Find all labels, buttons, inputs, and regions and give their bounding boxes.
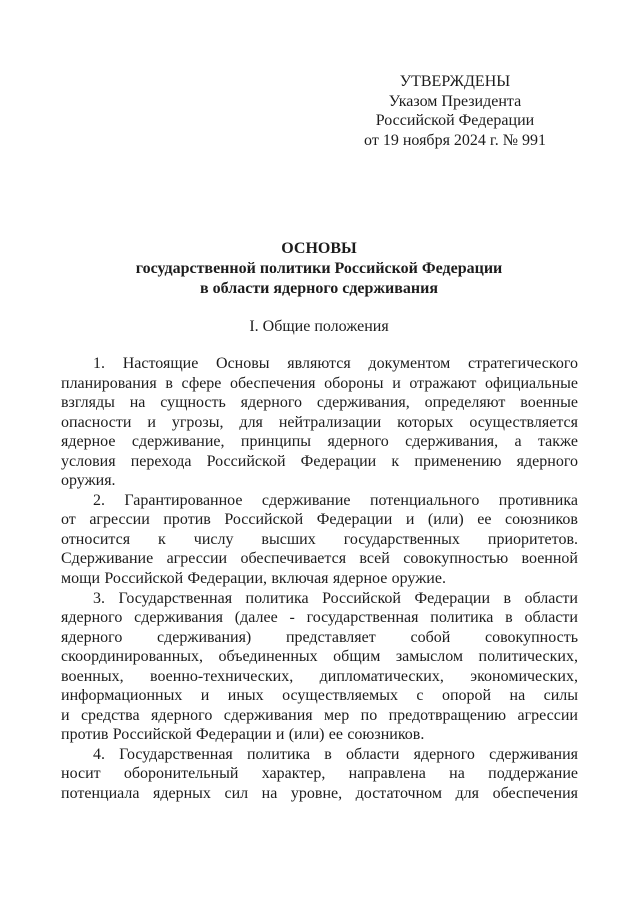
paragraph-line: скоординированных, объединенных общим замыслом политических,	[61, 648, 578, 666]
text-line: в области ядерного сдерживания	[200, 280, 438, 298]
text-line: Указом Президента	[388, 92, 522, 110]
document-title	[60, 239, 578, 300]
paragraph-line: ядерного сдерживания) представляет собой совокупность	[61, 628, 578, 646]
approval-block	[348, 72, 562, 151]
text-line: государственной политики Российской Федерации	[135, 260, 503, 278]
paragraph-line: от агрессии против Российской Федерации и (или) ее союзников	[61, 511, 578, 529]
paragraph-line: ядерного сдерживания (далее - государственная политика в области	[61, 609, 578, 627]
text-line: Российской Федерации	[375, 112, 535, 130]
paragraph-line: ядерное сдерживание, принципы ядерного сдерживания, а также	[61, 433, 578, 451]
text-line: ОСНОВЫ	[281, 240, 357, 257]
paragraph-line: и средства ядерного сдерживания мер по предотвращению агрессии	[61, 706, 578, 724]
paragraph-line: носит оборонительный характер, направлена на поддержание	[61, 765, 578, 783]
paragraph-line: 1. Настоящие Основы являются документом стратегического	[93, 355, 578, 372]
paragraph-line: военных, военно-технических, дипломатических, экономических,	[61, 667, 578, 685]
paragraph-line: опасности и угрозы, для нейтрализации которых осуществляется	[61, 413, 578, 431]
paragraph-line: против Российской Федерации и (или) ее союзников.	[61, 726, 425, 744]
paragraph-line: Сдерживание агрессии обеспечивается всей совокупностью военной	[61, 550, 578, 568]
paragraph-line: взгляды на сущность ядерного сдерживания, определяют военные	[61, 394, 578, 412]
paragraph-line: мощи Российской Федерации, включая ядерное оружие.	[61, 570, 446, 588]
text-line: УТВЕРЖДЕНЫ	[399, 73, 511, 90]
section-heading: I. Общие положения	[249, 318, 389, 335]
body-text	[61, 354, 578, 804]
paragraph-line: оружия.	[61, 472, 116, 490]
paragraph-line: информационных и иных осуществляемых с опорой на силы	[61, 687, 578, 705]
paragraph-line: условия перехода Российской Федерации к применению ядерного	[61, 452, 578, 470]
paragraph-line: 4. Государственная политика в области ядерного сдерживания	[93, 745, 578, 763]
paragraph-line: относится к числу высших государственных приоритетов.	[61, 530, 578, 548]
text-line: от 19 ноября 2024 г. № 991	[364, 132, 546, 150]
paragraph-line: 3. Государственная политика Российской Федерации в области	[93, 589, 578, 607]
paragraph-line: потенциала ядерных сил на уровне, достаточном для обеспечения	[61, 785, 578, 803]
paragraph-line: планирования в сфере обеспечения обороны и отражают официальные	[61, 374, 578, 392]
paragraph-line: 2. Гарантированное сдерживание потенциального противника	[93, 491, 578, 509]
